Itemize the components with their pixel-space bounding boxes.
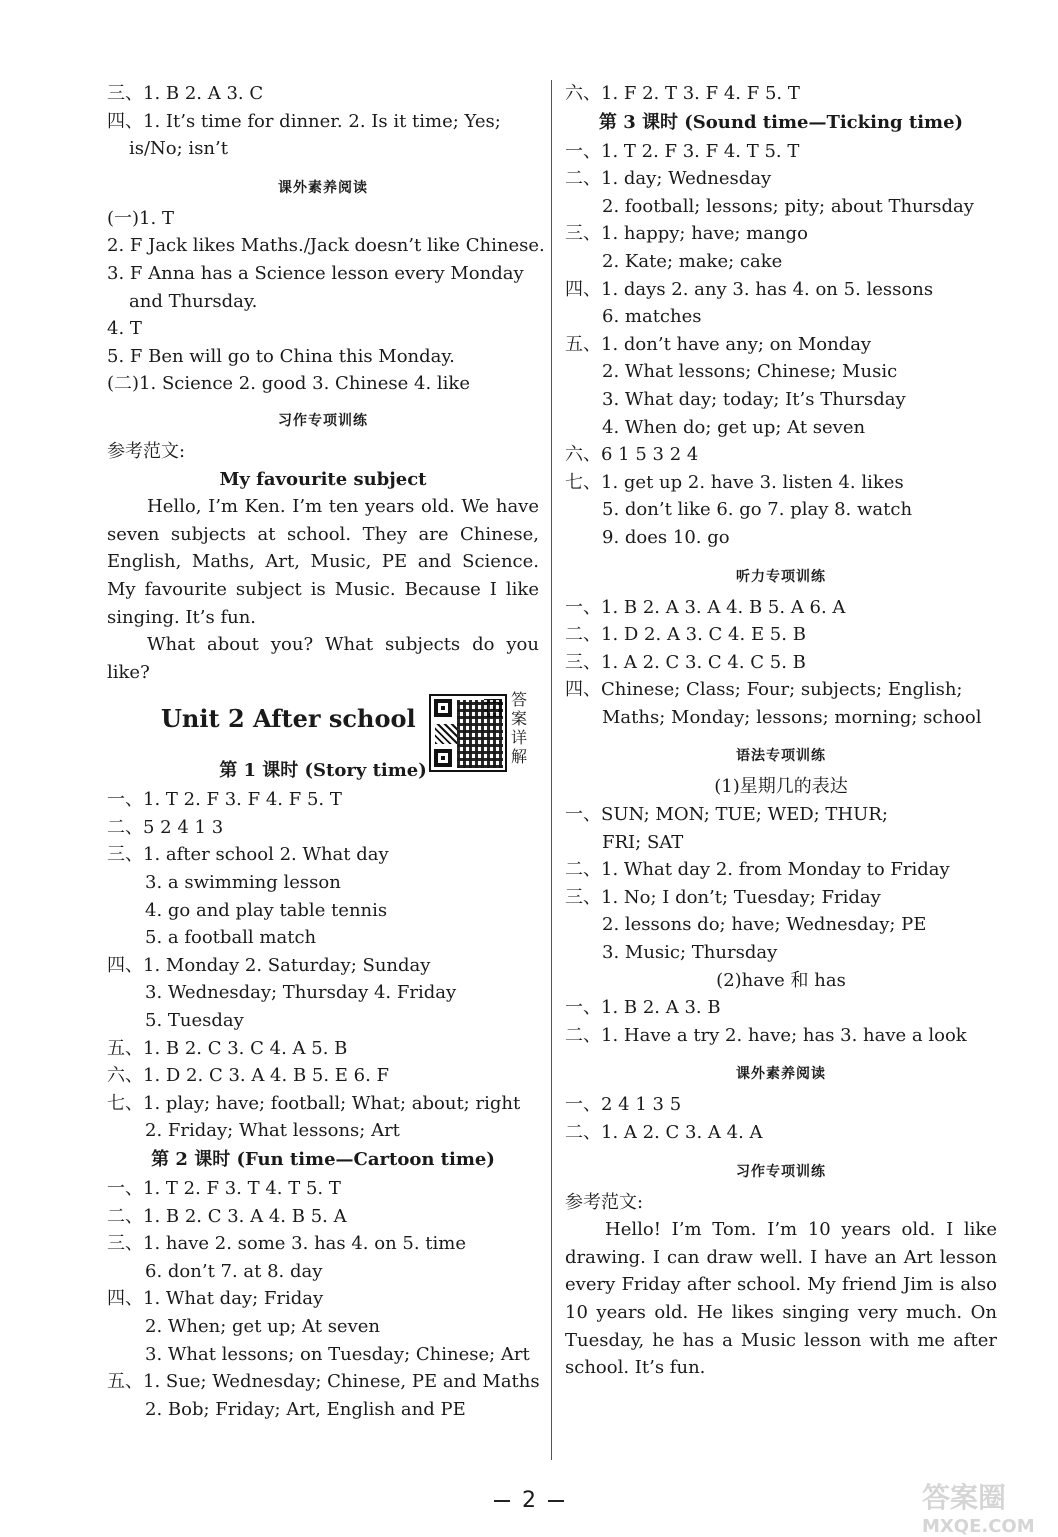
answer-line: 四、1. days 2. any 3. has 4. on 5. lessons xyxy=(565,278,934,300)
answer-line: (一)1. T xyxy=(107,207,174,229)
qr-code-icon[interactable] xyxy=(429,694,507,772)
answer-line: and Thursday. xyxy=(129,290,258,312)
answer-line: 四、1. What day; Friday xyxy=(107,1288,324,1310)
answer-line: 二、1. day; Wednesday xyxy=(565,168,772,190)
answer-line: (二)1. Science 2. good 3. Chinese 4. like xyxy=(107,373,470,395)
essay-paragraph: Hello, I’m Ken. I’m ten years old. We have seven subjects at school. They are Chinese, English, Maths, Art, Music, PE and Science. My favourite subject is Music. Because I like singing. It’s fun. xyxy=(107,496,539,628)
essay-paragraph: What about you? What subjects do you like? xyxy=(107,634,539,683)
section-heading-writing: 习作专项训练 xyxy=(278,412,368,429)
unit-title: Unit 2 After school xyxy=(161,704,416,734)
answer-line: 4. go and play table tennis xyxy=(145,899,388,921)
answer-line: 3. F Anna has a Science lesson every Monday xyxy=(107,262,524,284)
answer-line: 五、1. don’t have any; on Monday xyxy=(565,333,872,355)
answer-line: 六、1. F 2. T 3. F 4. F 5. T xyxy=(565,83,800,104)
answer-line: 四、Chinese; Class; Four; subjects; English; xyxy=(565,679,963,701)
answer-line: 五、1. B 2. C 3. C 4. A 5. B xyxy=(107,1037,348,1059)
answer-line: 一、1. T 2. F 3. T 4. T 5. T xyxy=(107,1178,341,1199)
qr-caption: 答案详解 xyxy=(511,690,528,767)
lesson-title: 第 1 课时 (Story time) xyxy=(219,760,427,782)
answer-line: 5. F Ben will go to China this Monday. xyxy=(107,345,455,367)
answer-line: 三、1. A 2. C 3. C 4. C 5. B xyxy=(565,651,806,673)
answer-line: 6. don’t 7. at 8. day xyxy=(145,1260,323,1282)
answer-line: 五、1. Sue; Wednesday; Chinese, PE and Maths xyxy=(107,1371,540,1393)
answer-line: 六、1. D 2. C 3. A 4. B 5. E 6. F xyxy=(107,1065,390,1087)
answer-line: 3. a swimming lesson xyxy=(145,872,341,894)
answer-line: 2. Friday; What lessons; Art xyxy=(145,1120,400,1142)
answer-line: 一、1. B 2. A 3. B xyxy=(565,997,721,1019)
essay xyxy=(565,1216,997,1382)
column-divider xyxy=(551,80,552,1460)
answer-line: 三、1. have 2. some 3. has 4. on 5. time xyxy=(107,1233,467,1255)
answer-line: 2. football; lessons; pity; about Thursday xyxy=(602,195,974,217)
section-heading-listening: 听力专项训练 xyxy=(736,568,826,585)
answer-line: 2. F Jack likes Maths./Jack doesn’t like Chinese. xyxy=(107,235,545,257)
right-column xyxy=(565,80,997,1382)
answer-line: 3. What day; today; It’s Thursday xyxy=(602,388,906,410)
unit-header xyxy=(107,686,539,767)
answer-line: 二、1. A 2. C 3. A 4. A xyxy=(565,1122,763,1143)
answer-line: 二、1. D 2. A 3. C 4. E 5. B xyxy=(565,624,806,646)
watermark-logo: 答案圈 MXQE.COM xyxy=(922,1481,1035,1537)
answer-line: 3. Wednesday; Thursday 4. Friday xyxy=(145,982,457,1004)
answer-line: 一、2 4 1 3 5 xyxy=(565,1094,682,1116)
page-number: 2 xyxy=(0,1488,1058,1513)
answer-line: 六、6 1 5 3 2 4 xyxy=(565,444,699,466)
answer-line: 二、1. Have a try 2. have; has 3. have a look xyxy=(565,1024,967,1046)
answer-line: 4. T xyxy=(107,318,142,340)
answer-line: 三、1. happy; have; mango xyxy=(565,223,808,245)
left-column xyxy=(107,80,545,1423)
essay-paragraph: Hello! I’m Tom. I’m 10 years old. I like drawing. I can draw well. I have an Art lesson every Friday after school. My friend Jim is also 10 years old. He likes singing very much. On Tuesday, he has a Music lesson with me after school. It’s fun. xyxy=(565,1219,997,1379)
answer-line: 七、1. get up 2. have 3. listen 4. likes xyxy=(565,471,904,493)
answer-line: 5. don’t like 6. go 7. play 8. watch xyxy=(602,499,913,521)
answer-line: 一、1. T 2. F 3. F 4. T 5. T xyxy=(565,140,800,162)
answer-line: 二、1. B 2. C 3. A 4. B 5. A xyxy=(107,1205,347,1227)
answer-line: 七、1. play; have; football; What; about; right xyxy=(107,1092,521,1114)
answer-line: 四、1. It’s time for dinner. 2. Is it time; Yes; xyxy=(107,110,501,132)
answer-line: 二、1. What day 2. from Monday to Friday xyxy=(565,859,950,881)
answer-line: 2. When; get up; At seven xyxy=(145,1315,380,1337)
answer-line: 9. does 10. go xyxy=(602,526,730,548)
lesson-title: 第 2 课时 (Fun time—Cartoon time) xyxy=(151,1149,495,1170)
answer-line: 5. Tuesday xyxy=(145,1010,244,1032)
answer-line: is/No; isn’t xyxy=(129,138,228,160)
answer-line: 三、1. B 2. A 3. C xyxy=(107,83,264,104)
answer-line: FRI; SAT xyxy=(602,831,684,853)
section-heading-reading: 课外素养阅读 xyxy=(278,179,368,196)
answer-line: 三、1. No; I don’t; Tuesday; Friday xyxy=(565,886,881,908)
section-heading-writing: 习作专项训练 xyxy=(736,1163,826,1180)
answer-line: 2. What lessons; Chinese; Music xyxy=(602,361,898,383)
writing-label: 参考范文: xyxy=(565,1191,644,1213)
answer-line: 3. What lessons; on Tuesday; Chinese; Art xyxy=(145,1343,530,1365)
answer-line: Maths; Monday; lessons; morning; school xyxy=(602,706,982,728)
answer-line: 6. matches xyxy=(602,306,702,328)
writing-label: 参考范文: xyxy=(107,440,186,462)
answer-line: 四、1. Monday 2. Saturday; Sunday xyxy=(107,954,431,976)
essay xyxy=(107,493,539,686)
grammar-subheading: (2)have 和 has xyxy=(716,969,846,991)
answer-line: 5. a football match xyxy=(145,927,317,949)
answer-line: 2. lessons do; have; Wednesday; PE xyxy=(602,914,927,936)
answer-line: 一、SUN; MON; TUE; WED; THUR; xyxy=(565,804,888,826)
answer-line: 一、1. B 2. A 3. A 4. B 5. A 6. A xyxy=(565,596,846,618)
section-heading-reading: 课外素养阅读 xyxy=(736,1066,826,1083)
answer-line: 二、5 2 4 1 3 xyxy=(107,816,224,838)
essay-title: My favourite subject xyxy=(219,468,427,490)
lesson-title: 第 3 课时 (Sound time—Ticking time) xyxy=(598,111,964,133)
answer-line: 2. Kate; make; cake xyxy=(602,250,783,272)
section-heading-grammar: 语法专项训练 xyxy=(736,748,826,765)
answer-line: 2. Bob; Friday; Art, English and PE xyxy=(145,1398,466,1420)
answer-line: 3. Music; Thursday xyxy=(602,942,778,964)
answer-line: 4. When do; get up; At seven xyxy=(602,416,866,438)
answer-line: 三、1. after school 2. What day xyxy=(107,844,389,866)
grammar-subheading: (1)星期几的表达 xyxy=(714,776,848,798)
answer-line: 一、1. T 2. F 3. F 4. F 5. T xyxy=(107,789,342,811)
